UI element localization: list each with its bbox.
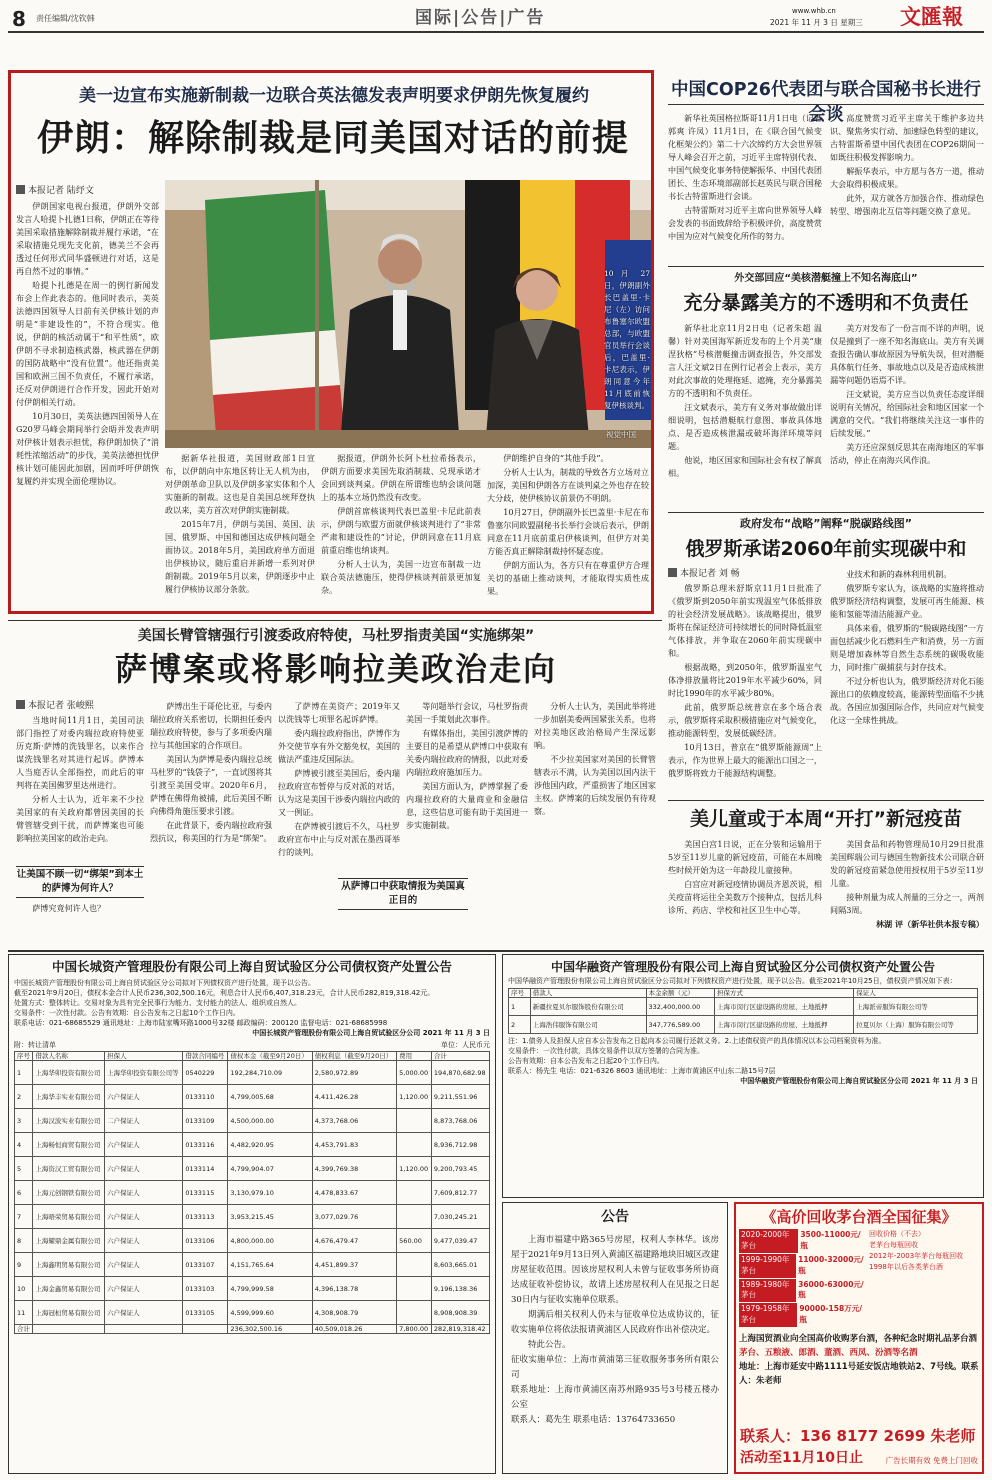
- table-row: [15, 1181, 490, 1205]
- table-header-cell: 费用: [397, 1052, 432, 1061]
- section-divider: [668, 266, 984, 267]
- table-cell: 9,477,039.47: [431, 1229, 489, 1253]
- ad-huarong-intro: 中国华融资产管理股份有限公司上海自贸试验区分公司拟对下列债权资产进行处置，现予以公告。截至2021年10月25日，债权资产情况如下表：: [508, 977, 957, 985]
- ad-huarong-notes: 注：1.债务人及担保人应自本公告发布之日起向本公司履行还款义务。2.上述债权资产的具体情况以本公司档案资料为准。 交易条件：一次性付款，具体交易条件以双方签署的合同为准。 公告有效期：自本公告发布之日起20个工作日内。 联系人：杨先生 电话：021-6326 8603 通讯地址：上海市黄浦区中山东二路15号7层 中国华融资产管理股份有限公司上海自贸试验区分公司 2021 年 11 月 3 日: [508, 1037, 978, 1085]
- table-cell: 六户保证人: [105, 1205, 183, 1229]
- table-header-cell: 序号: [15, 1052, 33, 1061]
- table-row: [15, 1133, 490, 1157]
- table-cell: 2: [509, 1016, 531, 1034]
- lat-kicker: 美国长臂管辖强行引渡委政府特使，马杜罗指责美国“实施绑架”: [137, 628, 535, 644]
- table-cell: 194,870,682.98: [431, 1061, 489, 1085]
- table-cell: [183, 1325, 228, 1334]
- cop26-column-1: 新华社英国格拉斯哥11月1日电（记者郭爽 许凤）11月1日，在《联合国气候变化框架公约》第二十六次缔约方大会世界领导人峰会召开之前，习近平主席特别代表、中国气候变化事务特使解振华、中国代表团团长、生态环境部副部长赵英民与联合国秘书长古特雷斯进行会谈。 古特雷斯对习近平主席向世界领导人峰会发表的书面致辞给予积极评价，高度赞赏中国为应对气候变化所作的努力。: [668, 113, 822, 241]
- table-cell: 7,030,245.21: [431, 1205, 489, 1229]
- table-cell: 4,482,920.95: [228, 1133, 312, 1157]
- ad-moutai-row: 1989-1980年茅台 36000-63000元/瓶: [739, 1279, 867, 1303]
- table-cell: 9,211,551.96: [431, 1085, 489, 1109]
- table-cell: 上海资汉工贸有限公司: [33, 1157, 105, 1181]
- table-cell: 0133107: [183, 1253, 228, 1277]
- table-cell: 4: [15, 1133, 33, 1157]
- table-header-cell: 担保方式: [714, 989, 853, 998]
- cop26-rule: [668, 104, 984, 105]
- table-cell: 1: [509, 998, 531, 1016]
- paper-url: www.whb.cn: [792, 7, 836, 15]
- ad-moutai-row: 1979-1958年茅台 90000-158万元/瓶: [739, 1303, 867, 1327]
- spy-kicker: 外交部回应“美核潜艇撞上不知名海底山”: [734, 273, 918, 284]
- table-cell: 4,799,999.58: [228, 1277, 312, 1301]
- table-cell: 4,478,833.67: [312, 1181, 396, 1205]
- lead-photo: [165, 180, 651, 448]
- russia-column-1: 俄罗斯总理米舒斯京11月1日批准了《俄罗斯到2050年前实现温室气体低排放的社会经济发展战略》。该战略提出，俄罗斯将在保证经济可持续增长的同时降低温室气体排放，并争取在2060年前实现碳中和。 根据战略，到2050年，俄罗斯温室气体净排放量将比2019年水平减少60%，同时比1990年的水平减少80%。 此前，俄罗斯总统普京在多个场合表示，俄罗斯将采取积极措施应对气候变化，推动能源转型，发展低碳经济。 10月13日，普京在“俄罗斯能源周”上表示，作为世界上最大的能源出口国之一，俄罗斯将致力于能源结构调整。: [668, 583, 822, 778]
- table-cell: 4,411,426.28: [312, 1085, 396, 1109]
- photo-credit: 视觉中国: [606, 430, 636, 439]
- table-cell: 4,453,791.83: [312, 1133, 396, 1157]
- table-header-cell: 序号: [509, 989, 531, 998]
- ad-moutai: [734, 1202, 984, 1474]
- table-cell: 11: [15, 1301, 33, 1325]
- ad-moutai-title: 《高价回收茅台酒全国征集》: [761, 1208, 957, 1226]
- table-cell: [397, 1133, 432, 1157]
- lat-subhead-2: 从萨博口中获取情报为美国真正目的: [338, 878, 468, 910]
- table-cell: 拉夏贝尔（上海）服饰有限公司等: [854, 1016, 978, 1034]
- table-cell: 4,500,000.00: [228, 1109, 312, 1133]
- page-number: 8: [12, 7, 26, 31]
- table-cell: 8,603,665.01: [431, 1253, 489, 1277]
- table-cell: [397, 1205, 432, 1229]
- table-row: [15, 1277, 490, 1301]
- table-cell: 40,509,018.26: [312, 1325, 396, 1334]
- table-row: [509, 998, 978, 1016]
- ad-greatwall-table: [14, 1051, 490, 1334]
- table-cell: 上海派帝服饰有限公司等: [854, 998, 978, 1016]
- table-cell: 10: [15, 1277, 33, 1301]
- table-cell: 8,908,908.39: [431, 1301, 489, 1325]
- kids-headline: 美儿童或于本周“开打”新冠疫苗: [690, 808, 962, 830]
- table-cell: 上海金鑫贸易有限公司: [33, 1277, 105, 1301]
- table-cell: 4,451,899.37: [312, 1253, 396, 1277]
- table-header-cell: 借款人: [530, 989, 646, 998]
- table-cell: 4,151,765.64: [228, 1253, 312, 1277]
- table-cell: 1: [15, 1061, 33, 1085]
- table-cell: 上海市闵行区建设路的房屋、土地抵押: [714, 1016, 853, 1034]
- ads-top-rule: [8, 950, 984, 952]
- table-cell: 上海汉波实业有限公司: [33, 1109, 105, 1133]
- editor-credit: 责任编辑/沈钦韩: [36, 14, 95, 23]
- russia-kicker: 政府发布“战略”阐释“脱碳路线图”: [740, 517, 912, 530]
- lead-column-4: 伊朗维护自身的“其他手段”。 分析人士认为，制裁的导致各方立场对立加深，美国和伊朗各方在谈判桌之外也存在较大分歧，使伊核协议前景仍不明朗。 10月27日，伊朗副外长巴盖里·卡尼在布鲁塞尔同欧盟副秘书长举行会谈后表示，伊朗同意在11月底前重启伊核谈判，但伊方对美方能否真正解除制裁持怀疑态度。 伊朗方面认为，各方只有在尊重伊方合理关切的基础上推动谈判，才能取得实质性成果。: [487, 453, 649, 596]
- table-cell: 7: [15, 1205, 33, 1229]
- table-cell: 0133116: [183, 1133, 228, 1157]
- issue-date: 2021 年 11 月 3 日 星期三: [770, 18, 863, 27]
- table-header-cell: 担保人: [105, 1052, 183, 1061]
- table-cell: 上海元创钢铁有限公司: [33, 1181, 105, 1205]
- kids-column-1: 美国白宫1日说，正在分装和运输用于5岁至11岁儿童的新冠疫苗，可能在本周晚些时候开始为这一年龄段儿童接种。 白宫应对新冠疫情协调员齐恩茨说，相关疫苗将运往全美数万个接种点，包括儿科诊所、药店、学校和社区卫生中心等。: [668, 839, 822, 915]
- ad-moutai-body: 上海国贸酒业向全国高价收购茅台酒，各种纪念时期礼品茅台酒 茅台、五粮液、郎酒、董酒、西凤、汾酒等名酒 地址：上海市延安中路1111号延安饭店地铁站2、7号线。联系人：朱老师: [739, 1334, 979, 1386]
- ad-greatwall-title: 中国长城资产管理股份有限公司上海自贸试验区分公司债权资产处置公告: [51, 959, 452, 974]
- table-cell: 4,800,000.00: [228, 1229, 312, 1253]
- notice-title: 公告: [601, 1209, 629, 1225]
- table-cell: 7,800.00: [397, 1325, 432, 1334]
- ad-greatwall-table-unit: 单位：人民币元: [441, 1041, 490, 1049]
- lead-column-2: 据新华社报道，美国财政部1日宣布，以伊朗向中东地区转让无人机为由，对伊朗革命卫队以及伊朗多家实体和个人实施新的制裁。这也是自美国总统拜登执政以来，美方首次对伊朗实施制裁。 2015年7月，伊朗与美国、英国、法国、俄罗斯、中国和德国达成伊核问题全面协议。2018年5月，美国政府单方面退出伊核协议，随后重启并新增一系列对伊朗制裁。2019年5月以来，伊朗逐步中止履行伊核协议部分条款。: [165, 453, 315, 594]
- section-divider: [8, 620, 662, 621]
- table-header-cell: 保证人: [854, 989, 978, 998]
- masthead-rule: [8, 31, 984, 33]
- lat-column-3: 了萨博在美资产；2019年又以洗钱等七项罪名起诉萨博。 委内瑞拉政府指出，萨博作为外交使节享有外交豁免权，美国的做法严重违反国际法。 萨博被引渡至美国后，委内瑞拉政府宣布暂停与反对派的对话，认为这是美国干涉委内瑞拉内政的又一例证。 在萨博被引渡后不久，马杜罗政府宣布中止与反对派在墨西哥举行的谈判。: [278, 701, 400, 857]
- ad-huarong-table: [508, 988, 978, 1034]
- spy-column-2: 美方对发布了一份言而不详的声明，说仅是撞到了一座不知名海底山。美方有关调查报告确认事故原因为导航失误，但对潜艇具体航行任务、事故地点以及是否造成核泄漏等问题仍语焉不详。 汪文斌说，美方应当以负责任态度详细说明有关情况，给国际社会和地区国家一个满意的交代。“我们将继续关注这一事件的后续发展。” 美方还应深刻反思其在南海地区的军事活动，停止在南海兴风作浪。: [830, 323, 984, 465]
- iran-flag-icon: [205, 190, 345, 448]
- table-cell: 六户保证人: [105, 1277, 183, 1301]
- table-cell: 新疆拉夏贝尔服饰股份有限公司: [530, 998, 646, 1016]
- lead-headline: 伊朗：解除制裁是同美国对话的前提: [36, 118, 629, 159]
- table-cell: 9,196,138.36: [431, 1277, 489, 1301]
- cop26-headline: 中国COP26代表团与联合国秘书长进行会谈: [671, 80, 981, 126]
- lat-column-4: 等问题举行会议，马杜罗指责美国一手策划此次事件。 有媒体指出，美国引渡萨博的主要目的是希望从萨博口中获取有关委内瑞拉政府的情报，以此对委内瑞拉政府施加压力。 美国方面认为，萨博掌握了委内瑞拉政府的大量商业和金融信息，这些信息可能有助于美国进一步实施制裁。: [406, 701, 528, 830]
- table-cell: 1,120.00: [397, 1085, 432, 1109]
- table-cell: 560.00: [397, 1229, 432, 1253]
- photo-caption: 10 月 27 日，伊朗副外长巴盖里·卡尼（左）访问布鲁塞尔欧盟总部，与欧盟官员举行会谈后，巴盖里·卡尼表示，伊朗同意今年11月底前恢复伊核谈判。: [604, 269, 650, 410]
- notice-text: 上海市福建中路365号房屋，权利人李林华。该房屋于2021年9月13日列入黄浦区福建路地块旧城区改建房屋征收范围。因该房屋权利人未曾与征收事务所协商达成征收补偿协议，故请上述房屋权利人在见报之日起30日内与征收实施单位联系。 期满后相关权利人仍未与征收单位达成协议的，征收实施单位将依法报请黄浦区人民政府作出补偿决定。 特此公告。 征收实施单位：上海市黄浦第三征收服务事务所有限公司 联系地址：上海市黄浦区南苏州路935号3号楼五楼办公室 联系人：葛先生 联系电话：13764733650: [511, 1235, 719, 1426]
- table-cell: [105, 1325, 183, 1334]
- table-cell: 192,284,710.09: [228, 1061, 312, 1085]
- table-cell: 上海晤荣贸易有限公司: [33, 1205, 105, 1229]
- spy-headline: 充分暴露美方的不透明和不负责任: [683, 292, 969, 314]
- table-row: [15, 1061, 490, 1085]
- lead-byline: 本报记者 陆纾文: [16, 185, 94, 198]
- table-cell: 上海市闵行区建设路的房屋、土地抵押: [714, 998, 853, 1016]
- kids-column-2: 美国食品和药物管理局10月29日批准美国辉瑞公司与德国生物新技术公司联合研发的新冠疫苗紧急使用授权用于5岁至11岁儿童。 接种剂量为成人剂量的三分之一，两剂间隔3周。 林湖 评（新华社供本报专稿）: [830, 839, 984, 929]
- table-cell: [397, 1109, 432, 1133]
- table-cell: 六户保证人: [105, 1157, 183, 1181]
- table-cell: 8: [15, 1229, 33, 1253]
- table-header-cell: 借款合同编号: [183, 1052, 228, 1061]
- table-cell: 5: [15, 1157, 33, 1181]
- table-cell: 5,000.00: [397, 1061, 432, 1085]
- table-cell: 0133113: [183, 1205, 228, 1229]
- notice-box: [502, 1202, 728, 1474]
- table-cell: 上海华丰实业有限公司: [33, 1085, 105, 1109]
- table-cell: 4,396,138.78: [312, 1277, 396, 1301]
- table-row: [15, 1205, 490, 1229]
- ad-greatwall-text: 中国长城资产管理股份有限公司上海自贸试验区分公司拟对下列债权资产进行处置，现予以公告。 截至2021年9月20日，债权本金合计人民币236,302,500.16元，利息合计人民币6,407,318.23元，合计人民币282,819,318.42元。 处置方式：整体转让。交易对象为具有完全民事行为能力、支付能力的法人、组织或自然人。 交易条件：一次性付款。公告有效期：自公告发布之日起10个工作日内。 联系电话：021-68685529 通讯地址：上海市陆家嘴环路1000号32楼 邮政编码：200120 监督电话：021-68685998 中国长城资产管理股份有限公司上海自贸试验区分公司 2021 年 11 月 3 日: [14, 979, 490, 1037]
- table-total-row: [15, 1325, 490, 1334]
- table-cell: 上海耀鼎金属有限公司: [33, 1229, 105, 1253]
- table-row: [15, 1157, 490, 1181]
- table-row: [15, 1085, 490, 1109]
- ad-moutai-phone: 联系人：136 8177 2699 朱老师: [740, 1427, 976, 1446]
- section-title: 国际|公告|广告: [415, 8, 546, 28]
- table-row: [15, 1253, 490, 1277]
- table-header-cell: 借款人名称: [33, 1052, 105, 1061]
- table-cell: 2: [15, 1085, 33, 1109]
- lat-column-1: 当地时间11月1日，美国司法部门指控了对委内瑞拉政府特使亚历克斯·萨博的洗钱罪名，以来作合谋洗钱罪名对其进行起诉。萨博本人当庭否认全部指控，而此后的审判将在美国佛罗里达州进行。 分析人士认为，近年来不少拉美国家的有关政府都曾因美国的长臂管辖受到干扰，而萨博案也可能影响拉美国家的政治走向。: [16, 715, 144, 843]
- table-cell: [33, 1325, 105, 1334]
- table-header-cell: 本金余额（元）: [646, 989, 714, 998]
- table-cell: 236,302,500.16: [228, 1325, 312, 1334]
- table-cell: 9: [15, 1253, 33, 1277]
- table-cell: 二户保证人: [105, 1109, 183, 1133]
- table-cell: 0133114: [183, 1157, 228, 1181]
- table-cell: [397, 1301, 432, 1325]
- russia-byline: 本报记者 刘 畅: [668, 568, 740, 581]
- table-header-cell: 债权利息（截至9月20日）: [312, 1052, 396, 1061]
- table-row: [15, 1109, 490, 1133]
- table-cell: 上海华卯投资有限公司: [33, 1061, 105, 1085]
- table-cell: 2,580,972.89: [312, 1061, 396, 1085]
- table-cell: 0133106: [183, 1229, 228, 1253]
- spy-column-1: 新华社北京11月2日电（记者朱超 温馨）针对美国海军新近发布的上个月美“康涅狄格”号核潜艇撞击调查报告，外交部发言人汪文斌2日在例行记者会上表示，美方对此次事故的处理拖延、遮掩，充分暴露美方的不透明和不负责任。 汪文斌表示，美方有义务对事故做出详细说明，包括潜艇航行意图、事故具体地点、是否造成核泄漏或破坏海洋环境等问题。 他说，地区国家和国际社会有权了解真相。: [668, 323, 822, 478]
- lat-column-2: 萨博出生于哥伦比亚，与委内瑞拉政府关系密切，长期担任委内瑞拉政府特使，参与了多项委内瑞拉与其他国家的合作项目。 美国认为萨博是委内瑞拉总统马杜罗的“钱袋子”，一直试图将其引渡至美国受审。2020年6月，萨博在佛得角被捕，此后美国不断向佛得角施压要求引渡。 在此背景下，委内瑞拉政府强烈抗议，称美国的行为是“绑架”。: [150, 701, 272, 843]
- russia-headline: 俄罗斯承诺2060年前实现碳中和: [685, 538, 967, 560]
- table-cell: 4,799,005.68: [228, 1085, 312, 1109]
- table-cell: [397, 1277, 432, 1301]
- table-cell: 上海华卯投资有限公司等: [105, 1061, 183, 1085]
- ad-huarong: [502, 954, 984, 1198]
- lat-subhead-1: 让美国不顾一切“绑架”到本土的萨博为何许人？: [16, 866, 144, 898]
- table-row: [509, 1016, 978, 1034]
- table-cell: 上海浩伟服饰有限公司: [530, 1016, 646, 1034]
- cop26-column-2: 高度赞赏习近平主席关于维护多边共识、聚焦务实行动、加速绿色转型的建议，古特雷斯希望中国代表团在COP26期间一如既往积极发挥影响力。 解振华表示，中方愿与各方一道，推动大会取得积极成果。 此外，双方就各方加强合作、推动绿色转型、增强南北互信等问题交换了意见。: [830, 113, 984, 216]
- russia-column-2: 业技术和新的森林利用机制。 俄罗斯专家认为，该战略的实施将推动俄罗斯经济结构调整，发展可再生能源、核能和氢能等清洁能源产业。 具体来看，俄罗斯的“脱碳路线图”一方面包括减少化石燃料生产和消费，另一方面则是增加森林等自然生态系统的碳吸收能力，同时推广碳捕获与封存技术。 不过分析也认为，俄罗斯经济对化石能源出口的依赖度较高，能源转型面临不少挑战。各国应加强国际合作，共同应对气候变化这一全球性挑战。: [830, 569, 984, 725]
- ad-greatwall-table-caption: 附：转让清单: [14, 1041, 56, 1049]
- table-cell: 3,077,029.76: [312, 1205, 396, 1229]
- table-cell: 合计: [15, 1325, 33, 1334]
- table-cell: 上海冠桓贸易有限公司: [33, 1301, 105, 1325]
- table-cell: 8,873,768.06: [431, 1109, 489, 1133]
- table-cell: 上海鑫明贸易有限公司: [33, 1253, 105, 1277]
- ad-moutai-row: 1999-1990年茅台 11000-32000元/瓶: [739, 1254, 867, 1278]
- lead-kicker: 美一边宣布实施新制裁一边联合英法德发表声明要求伊朗先恢复履约: [79, 86, 589, 106]
- ad-moutai-row: 2020-2000年茅台 3500-11000元/瓶: [739, 1229, 867, 1253]
- table-cell: 0133109: [183, 1109, 228, 1133]
- table-cell: 4,599,999.60: [228, 1301, 312, 1325]
- lat-headline: 萨博案或将影响拉美政治走向: [114, 650, 557, 688]
- table-cell: 7,609,812.77: [431, 1181, 489, 1205]
- table-cell: 4,308,908.79: [312, 1301, 396, 1325]
- table-header-cell: 债权本金（截至9月20日）: [228, 1052, 312, 1061]
- table-cell: 六户保证人: [105, 1085, 183, 1109]
- table-cell: [397, 1253, 432, 1277]
- ad-huarong-title: 中国华融资产管理股份有限公司上海自贸试验区分公司债权资产处置公告: [550, 960, 935, 974]
- table-cell: 4,399,769.38: [312, 1157, 396, 1181]
- lead-column-3: 据报道，伊朗外长阿卜杜拉希扬表示，伊朗方面要求美国先取消制裁、兑现承诺才会回到谈判桌。伊朗在所谓维也纳会谈问题上的基本立场仍然没有改变。 伊朗首席核谈判代表巴盖里·卡尼此前表示，伊朗与欧盟方面就伊核谈判进行了“非常严肃和建设性的”讨论，伊朗同意在11月底前重启维也纳谈判。 分析人士认为，美国一边宣布制裁一边联合英法德施压，使得伊核谈判前景更加复杂。: [321, 453, 481, 595]
- lat-column-5: 分析人士认为，美国此举将进一步加剧美委两国紧张关系，也将对拉美地区政治格局产生深远影响。 不少拉美国家对美国的长臂管辖表示不满，认为美国以国内法干涉他国内政，严重损害了地区国家主权。萨博案的后续发展仍有待观察。: [534, 701, 656, 816]
- table-row: [15, 1229, 490, 1253]
- table-cell: 0540229: [183, 1061, 228, 1085]
- lat-column-1b: 萨博究竟何许人也？: [32, 903, 106, 913]
- table-cell: 347,776,589.00: [646, 1016, 714, 1034]
- table-header-cell: 合计: [431, 1052, 489, 1061]
- table-cell: [397, 1181, 432, 1205]
- table-cell: 0133105: [183, 1301, 228, 1325]
- ad-moutai-side: 回收价格（不去） 老茅台每瓶回收 2012年-2003年茅台每瓶回收 1998年以后各类茅台酒: [869, 1230, 964, 1271]
- ad-greatwall: [8, 954, 496, 1474]
- table-cell: 六户保证人: [105, 1229, 183, 1253]
- ad-moutai-footer2: 广告长期有效 免费上门回收: [885, 1456, 978, 1466]
- table-cell: 4,373,768.06: [312, 1109, 396, 1133]
- section-divider: [668, 512, 984, 513]
- table-row: [15, 1301, 490, 1325]
- table-cell: 0133103: [183, 1277, 228, 1301]
- table-cell: 上海畅恒商贸有限公司: [33, 1133, 105, 1157]
- table-cell: 332,400,000.00: [646, 998, 714, 1016]
- table-cell: 3: [15, 1109, 33, 1133]
- section-divider: [668, 800, 984, 801]
- paper-logo: 文匯報: [900, 4, 963, 29]
- table-cell: 0133115: [183, 1181, 228, 1205]
- table-cell: 4,676,479.47: [312, 1229, 396, 1253]
- table-cell: 4,799,904.07: [228, 1157, 312, 1181]
- lat-byline: 本报记者 张峻熙: [16, 700, 94, 713]
- table-cell: 282,819,318.42: [431, 1325, 489, 1334]
- lead-column-1: 伊朗国家电视台报道，伊朗外交部发言人哈提卜扎德1日称，伊朗正在等待美国采取措施解除制裁并履行承诺，“在采取措施兑现先支化前，德美兰不会再透过任何形式同华盛顿进行对话，这是再自然不过的事情。” 哈提卜扎德是在周一的例行新闻发布会上作此表态的。他同时表示，美英法德四国领导人日前有关伊核计划的声明是“非建设性的”，不符合现实。他说，伊朗的核活动属于“和平性质”，欧伊朗不寻求制造核武器，核武器在伊朗的国防战略中“没有位置”。他还指责美国和欧洲三国不负责任，不履行承诺，还反对伊朗进行合作开发，因此开始对付伊朗相关行动。 10月30日，美英法德四国领导人在G20罗马峰会期间举行会晤并发表声明对伊核计划表示担忧，称伊朗加快了“消耗性浓缩活动”的步伐，美英法德担忧伊核计划可能因此加剧，因而呼吁伊朗恢复履约并实现全面伦理协议。: [16, 201, 159, 486]
- table-cell: 六户保证人: [105, 1301, 183, 1325]
- ad-moutai-footer: 活动至11月10日止: [740, 1449, 863, 1466]
- table-cell: 9,200,793.45: [431, 1157, 489, 1181]
- table-cell: 0133110: [183, 1085, 228, 1109]
- table-cell: 六户保证人: [105, 1133, 183, 1157]
- table-cell: 1,120.00: [397, 1157, 432, 1181]
- table-cell: 六户保证人: [105, 1253, 183, 1277]
- table-cell: 3,953,215.45: [228, 1205, 312, 1229]
- table-cell: 8,936,712.98: [431, 1133, 489, 1157]
- table-cell: 6: [15, 1181, 33, 1205]
- table-cell: 六户保证人: [105, 1181, 183, 1205]
- table-cell: 3,130,979.10: [228, 1181, 312, 1205]
